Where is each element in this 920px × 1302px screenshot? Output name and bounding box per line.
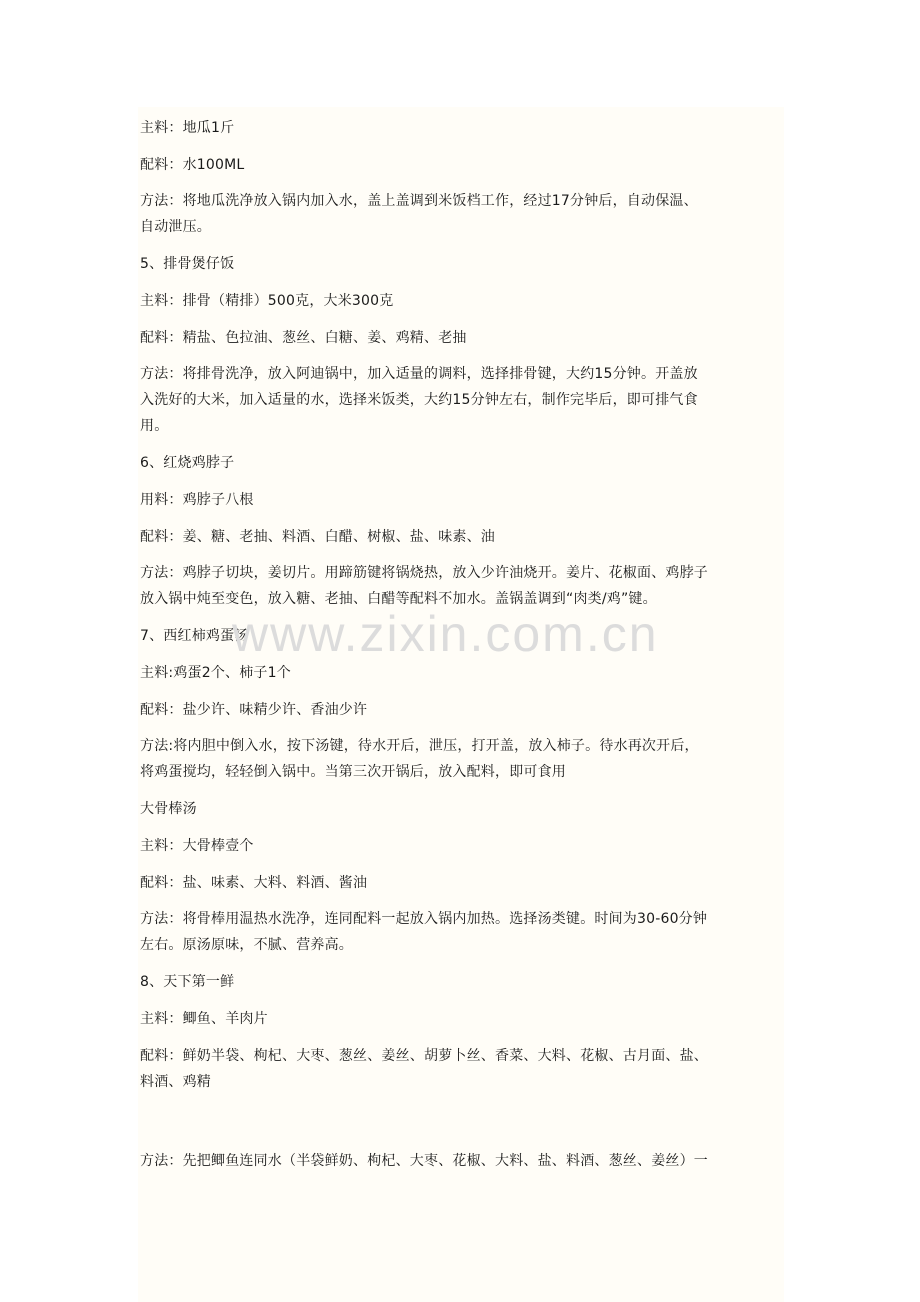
section-heading: 6、红烧鸡脖子: [140, 455, 235, 471]
text-line: 将鸡蛋搅均，轻轻倒入锅中。当第三次开锅后，放入配料，即可食用: [140, 764, 566, 780]
text-line: 主料：鲫鱼、羊肉片: [140, 1011, 268, 1027]
text-line: 方法：将排骨洗净，放入阿迪锅中，加入适量的调料，选择排骨键，大约15分钟。开盖放: [140, 366, 698, 382]
text-line: 配料：盐、味素、大料、料酒、酱油: [140, 875, 368, 891]
text-line: 主料：排骨（精排）500克，大米300克: [140, 293, 394, 309]
text-line: 配料：姜、糖、老抽、料酒、白醋、树椒、盐、味素、油: [140, 529, 495, 545]
text-line: 方法：鸡脖子切块，姜切片。用蹄筋键将锅烧热，放入少许油烧开。姜片、花椒面、鸡脖子: [140, 565, 708, 581]
text-line: 配料：鲜奶半袋、枸杞、大枣、葱丝、姜丝、胡萝卜丝、香菜、大料、花椒、古月面、盐、: [140, 1048, 708, 1064]
text-line: 左右。原汤原味，不腻、营养高。: [140, 937, 353, 953]
text-line: 料酒、鸡精: [140, 1074, 211, 1090]
text-line: 配料：盐少许、味精少许、香油少许: [140, 702, 368, 718]
text-line: 配料：精盐、色拉油、葱丝、白糖、姜、鸡精、老抽: [140, 330, 467, 346]
document-content: [138, 107, 784, 1302]
text-line: 用料：鸡脖子八根: [140, 492, 254, 508]
text-line: 方法：先把鲫鱼连同水（半袋鲜奶、枸杞、大枣、花椒、大料、盐、料酒、葱丝、姜丝）一: [140, 1153, 708, 1169]
text-line: 放入锅中炖至变色，放入糖、老抽、白醋等配料不加水。盖锅盖调到“肉类/鸡”键。: [140, 591, 657, 607]
section-heading: 大骨棒汤: [140, 801, 197, 817]
text-line: 入洗好的大米，加入适量的水，选择米饭类，大约15分钟左右，制作完毕后，即可排气食: [140, 392, 698, 408]
text-line: 方法：将骨棒用温热水洗净，连同配料一起放入锅内加热。选择汤类键。时间为30-60分钟: [140, 911, 708, 927]
text-line: 用。: [140, 418, 169, 434]
text-line: 主料:鸡蛋2个、柿子1个: [140, 665, 291, 681]
section-heading: 5、排骨煲仔饭: [140, 256, 235, 272]
section-heading: 7、西红柿鸡蛋汤: [140, 628, 249, 644]
text-line: 主料：地瓜1斤: [140, 120, 235, 136]
text-line: 配料：水100ML: [140, 157, 245, 173]
text-line: 方法：将地瓜洗净放入锅内加入水，盖上盖调到米饭档工作，经过17分钟后，自动保温、: [140, 193, 698, 209]
text-line: 方法:将内胆中倒入水，按下汤键，待水开后，泄压，打开盖，放入柿子。待水再次开后，: [140, 738, 699, 754]
section-heading: 8、天下第一鲜: [140, 974, 235, 990]
watermark: www.zixin.com.cn: [232, 606, 659, 662]
text-line: 自动泄压。: [140, 219, 211, 235]
text-line: 主料：大骨棒壹个: [140, 838, 254, 854]
